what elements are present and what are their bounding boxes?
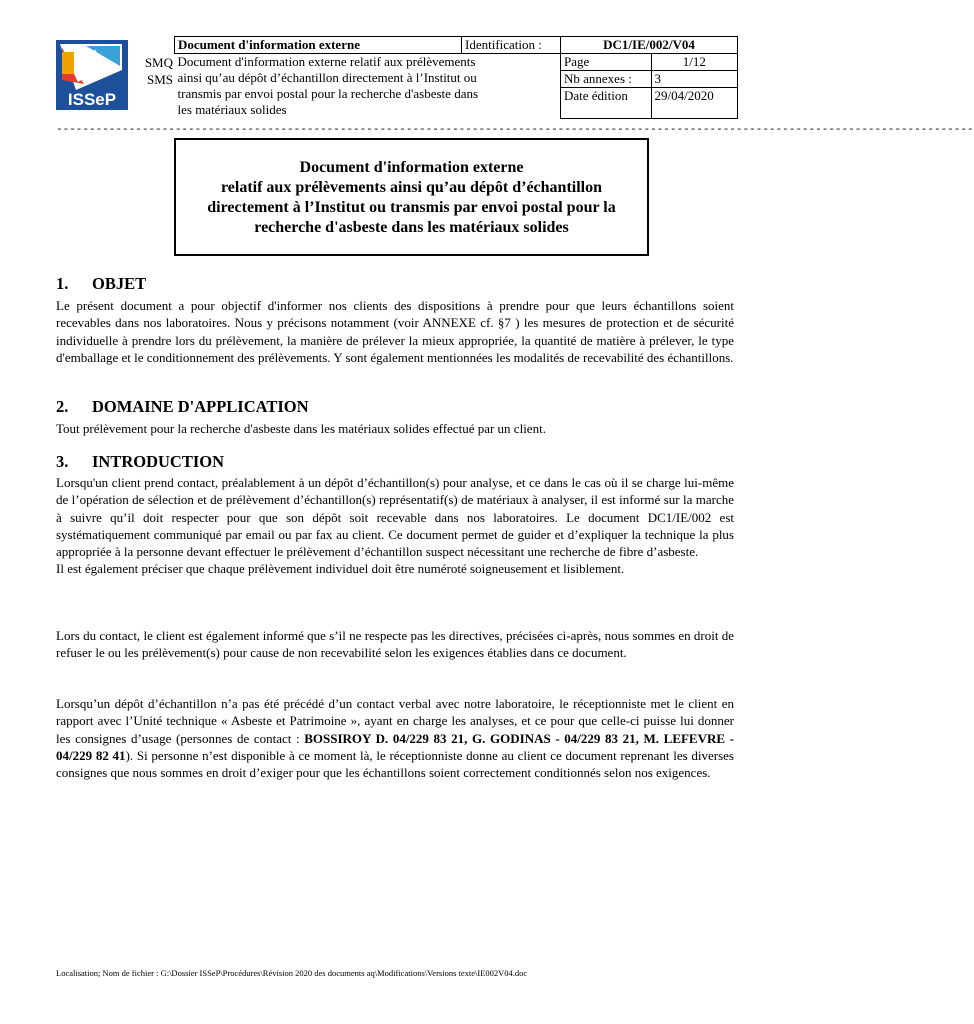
intro-paragraph-3: Lorsqu’un dépôt d’échantillon n’a pas été précédé d’un contact verbal avec notre laboratoire, le réceptionniste met le client en rapport avec l’Unité technique « Asbeste et Patrimoine », ayant en charge les analyses, et ce pour que celle-ci puisse lui donner les consignes d’usage (personnes de contact : BOSSIROY D. 04/229 83 21, G. GODINAS - 04/229 83 21, M. LEFEVRE - 04/229 82 41). Si personne n’est disponible à ce moment là, le réceptionniste donne au client ce document reprenant les diverses consignes que nous sommes en droit d’exiger pour que les échantillons soient correctement conditionnés selon nos exigences.	[56, 696, 735, 781]
annex-label: Nb annexes :	[561, 71, 652, 88]
separator-line: -------------------------------------------------------------------------------------------------------------------------------------------	[56, 124, 974, 136]
page-value: 1/12	[651, 54, 737, 71]
issep-logo	[56, 40, 128, 110]
file-location-footer: Localisation; Nom de fichier : G:\Dossier ISSeP\Procédures\Révision 2020 des documents aq\Modifications\Versions texte\IE002V04.doc	[56, 968, 528, 978]
sms-label: SMS	[146, 72, 173, 87]
annex-value: 3	[651, 71, 737, 88]
section-heading-objet: 1. OBJET	[56, 274, 147, 293]
intro-paragraph-1: Lorsqu'un client prend contact, préalablement à un dépôt d’échantillon(s) pour analyse, et ce dans le cas où il se charge lui-même de l’opération de sélection et de prélèvement d’échantillon(s) représentatif(s) de matériaux à analyser, il est informé sur la marche à suivre qu’il doit respecter pour que son dépôt soit recevable dans nos laboratoires. Le document DC1/IE/002 est systématiquement communiqué par email ou par fax au client. Ce document permet de guider et d’expliquer la technique la plus appropriée à la personne devant effectuer le prélèvement d’échantillon suspect nécessitant une recherche de fibre d’asbeste. Il est également préciser que chaque prélèvement individuel doit être numéroté soigneusement et lisiblement.	[56, 475, 734, 577]
intro-paragraph-2: Lors du contact, le client est également informé que s’il ne respecte pas les directives, précisées ci-après, nous sommes en droit de refuser le ou les prélèvement(s) pour cause de non recevabilité selon les exigences établies dans ce document.	[56, 628, 734, 661]
doc-type: Document d'information externe	[175, 37, 462, 54]
section-heading-introduction: 3. INTRODUCTION	[56, 452, 225, 471]
document-title: Document d'information externe relatif aux prélèvements ainsi qu’au dépôt d’échantillon directement à l’Institut ou transmis par envoi postal pour la recherche d'asbeste dans les matériaux solides	[174, 138, 649, 256]
page-label: Page	[561, 54, 652, 71]
logo-text: ISSeP	[67, 90, 117, 109]
smq-label: SMQ	[144, 55, 173, 70]
qms-labels	[135, 54, 173, 88]
id-label: Identification :	[462, 37, 561, 54]
date-value: 29/04/2020	[651, 88, 737, 119]
section-text-objet: Le présent document a pour objectif d'informer nos clients des dispositions à prendre pour que leurs échantillons soient recevables dans nos laboratoires. Nous y précisons notamment (voir ANNEXE cf. §7 ) les mesures de protection et de sécurité individuelle à prendre lors du prélèvement, la manière de prélever la mieux appropriée, la quantité de matière à prélever, le type d'emballage et le conditionnement des prélèvements. Y sont également mentionnées les modalités de recevabilité des échantillons.	[56, 298, 734, 365]
section-text-domaine: Tout prélèvement pour la recherche d'asbeste dans les matériaux solides effectué par un client.	[56, 421, 546, 436]
section-heading-domaine: 2. DOMAINE D'APPLICATION	[56, 397, 309, 416]
id-value: DC1/IE/002/V04	[561, 37, 738, 54]
date-label: Date édition	[561, 88, 652, 119]
doc-description: Document d'information externe relatif aux prélèvements ainsi qu’au dépôt d’échantillon directement à l’Institut ou transmis par envoi postal pour la recherche d'asbeste dans les matériaux solides	[175, 54, 561, 119]
header-table	[174, 36, 738, 119]
